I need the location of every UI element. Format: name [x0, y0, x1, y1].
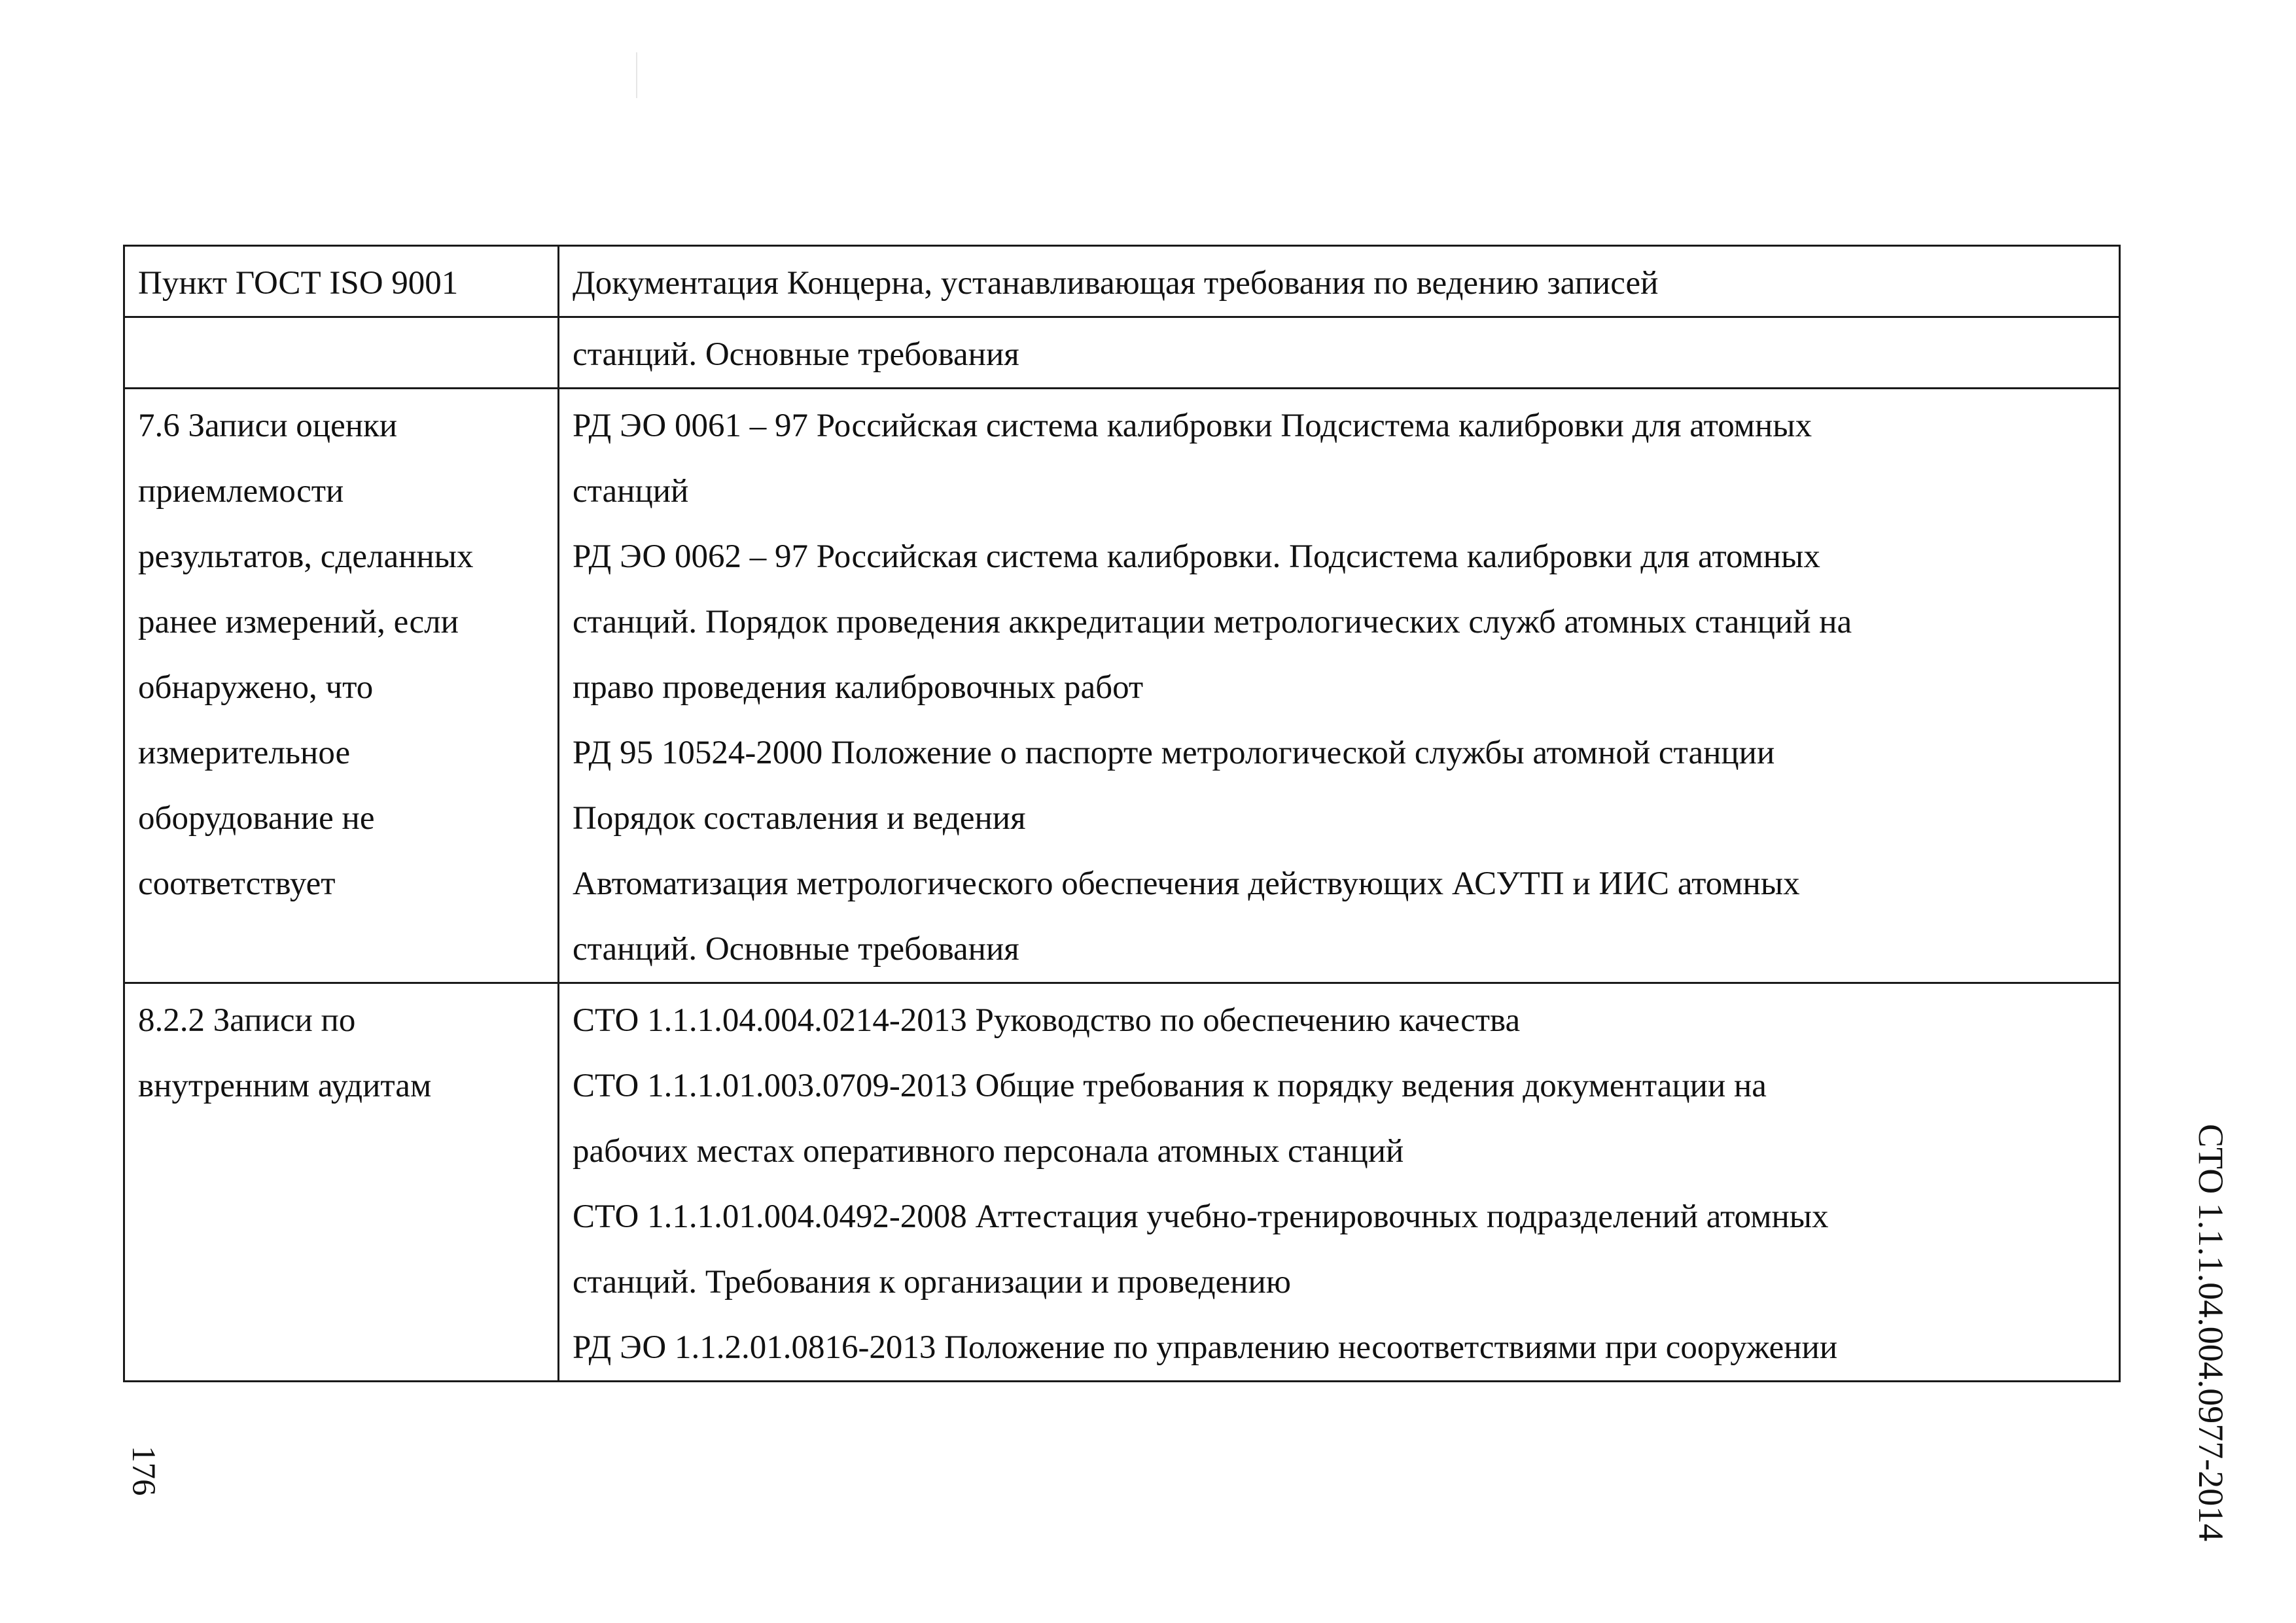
table-cell-clause [124, 983, 559, 1382]
clause-line: соответствует [138, 865, 336, 902]
document-line: СТО 1.1.1.01.004.0492-2008 Аттестация учебно-тренировочных подразделений атомных [573, 1198, 1829, 1235]
table-cell-continuation: станций. Основные требования [559, 317, 2120, 389]
document-line: станций. Основные требования [573, 931, 1019, 968]
document-line: РД ЭО 0062 – 97 Российская система калибровки. Подсистема калибровки для атомных [573, 538, 1820, 575]
table-cell-documents [559, 983, 2120, 1382]
document-line: СТО 1.1.1.01.003.0709-2013 Общие требования к порядку ведения документации на [573, 1068, 1767, 1104]
document-line: Автоматизация метрологического обеспечения действующих АСУТП и ИИС атомных [573, 865, 1800, 902]
table-row [124, 317, 2120, 389]
table-row [124, 389, 2120, 983]
clause-line: 7.6 Записи оценки [138, 408, 398, 444]
document-line: РД ЭО 1.1.2.01.0816-2013 Положение по управлению несоответствиями при сооружении [573, 1329, 1838, 1366]
document-code: СТО 1.1.1.04.004.0977-2014 [2191, 1124, 2231, 1542]
document-line: станций. Требования к организации и проведению [573, 1264, 1291, 1300]
document-line: СТО 1.1.1.04.004.0214-2013 Руководство по обеспечению качества [573, 1002, 1521, 1039]
table-row [124, 983, 2120, 1382]
document-line: РД ЭО 0061 – 97 Российская система калибровки Подсистема калибровки для атомных [573, 408, 1812, 444]
table-cell-empty [124, 317, 559, 389]
table-cell-documents [559, 389, 2120, 983]
clause-line: ранее измерений, если [138, 604, 459, 640]
clause-line: результатов, сделанных [138, 538, 474, 575]
document-line: право проведения калибровочных работ [573, 669, 1144, 706]
clause-line: обнаружено, что [138, 669, 374, 706]
header-gost-clause: Пункт ГОСТ ISO 9001 [124, 246, 559, 317]
clause-line: приемлемости [138, 473, 344, 510]
document-line: Порядок составления и ведения [573, 800, 1026, 837]
clause-line: измерительное [138, 735, 351, 771]
page-number: 176 [125, 1446, 162, 1496]
records-table [123, 245, 2121, 1382]
table-header-row [124, 246, 2120, 317]
document-line: РД 95 10524-2000 Положение о паспорте метрологической службы атомной станции [573, 735, 1775, 771]
clause-line: оборудование не [138, 800, 375, 837]
header-concern-documentation: Документация Концерна, устанавливающая требования по ведению записей [559, 246, 2120, 317]
document-line: рабочих местах оперативного персонала атомных станций [573, 1133, 1404, 1170]
clause-line: внутренним аудитам [138, 1068, 432, 1104]
document-line: станций [573, 473, 689, 510]
document-line: станций. Порядок проведения аккредитации метрологических служб атомных станций на [573, 604, 1852, 640]
clause-line: 8.2.2 Записи по [138, 1002, 356, 1039]
table-cell-clause [124, 389, 559, 983]
scan-artifact [636, 52, 637, 98]
